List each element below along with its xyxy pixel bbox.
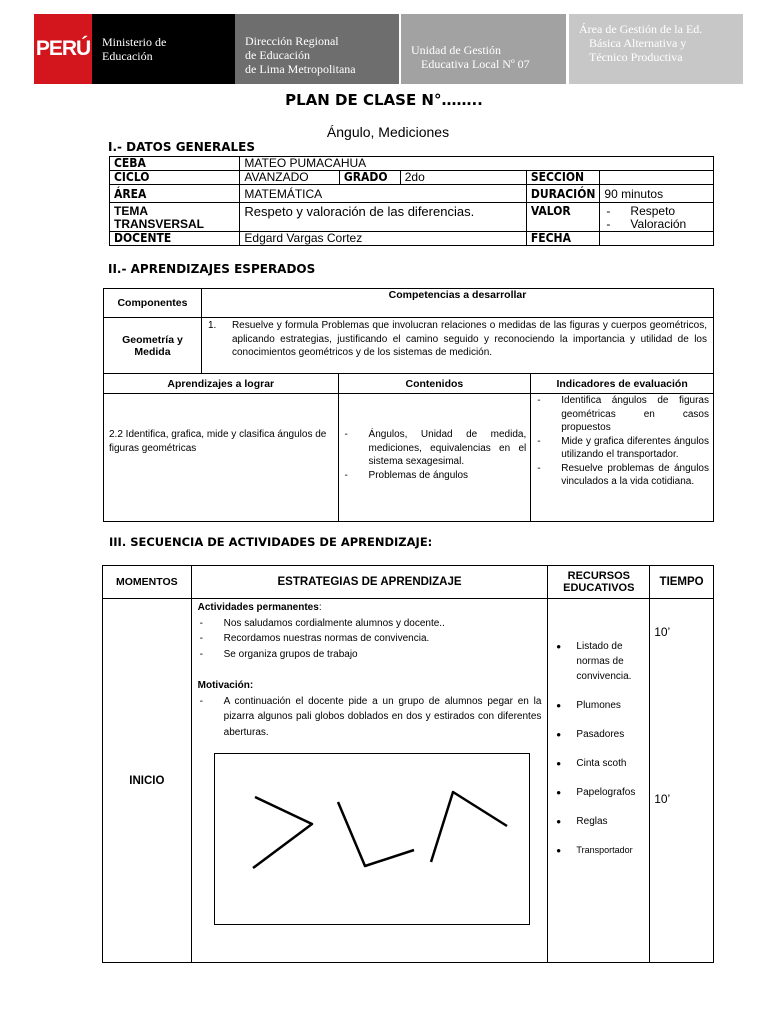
- tiempo-header: TIEMPO: [650, 566, 714, 599]
- recurso-item: • Papelografos: [552, 785, 645, 800]
- fecha-label: FECHA: [526, 232, 600, 246]
- actividad-item: - Recordamos nuestras normas de convivencia.: [198, 631, 542, 647]
- competencias-header: Competencias a desarrollar: [201, 289, 713, 318]
- page-title: PLAN DE CLASE N°……..: [285, 91, 483, 109]
- direccion-block: Dirección Regional de Educación de Lima Metropolitana: [235, 14, 399, 84]
- indicador-item: - Mide y grafica diferentes ángulos utilizando el transportador.: [535, 435, 709, 462]
- componentes-header: Componentes: [104, 289, 202, 318]
- contenidos-list: [338, 394, 531, 522]
- contenidos-header: Contenidos: [338, 374, 531, 394]
- ministerio-block: Ministerio de Educación: [92, 14, 235, 84]
- area-value: MATEMÁTICA: [240, 185, 526, 203]
- grado-label: GRADO: [339, 171, 400, 185]
- seccion-value: [600, 171, 714, 185]
- angles-drawing: [214, 753, 530, 925]
- secuencia-table: [102, 565, 714, 963]
- valor-label: VALOR: [526, 203, 600, 232]
- section-1-heading: I.- DATOS GENERALES: [108, 140, 256, 154]
- recurso-item: • Listado de normas de convivencia.: [552, 639, 645, 684]
- docente-value: Edgard Vargas Cortez: [240, 232, 526, 246]
- competencia-text: [201, 318, 713, 374]
- estrategias-header: ESTRATEGIAS DE APRENDIZAJE: [191, 566, 548, 599]
- recurso-item: • Reglas: [552, 814, 645, 829]
- section-3-heading: III. SECUENCIA DE ACTIVIDADES DE APRENDIZAJE:: [109, 535, 433, 549]
- ugel-block: Unidad de Gestión Educativa Local Nº 07: [401, 14, 566, 84]
- recursos-cell: [548, 599, 650, 963]
- area-gestion-block: Área de Gestión de la Ed. Básica Alternativa y Técnico Productiva: [569, 14, 743, 84]
- recurso-item: • Plumones: [552, 698, 645, 713]
- aprendizaje-value: 2.2 Identifica, grafica, mide y clasifica ángulos de figuras geométricas: [104, 394, 339, 522]
- fecha-value: [600, 232, 714, 246]
- contenido-item: - Problemas de ángulos: [343, 469, 527, 483]
- ciclo-label: CICLO: [110, 171, 240, 185]
- competencias-table: [103, 288, 714, 374]
- competencia-number: 1.: [207, 320, 217, 331]
- indicador-item: - Resuelve problemas de ángulos vinculados a la vida cotidiana.: [535, 462, 709, 489]
- seccion-label: SECCION: [526, 171, 600, 185]
- angle-1-figure: [253, 797, 312, 868]
- estrategias-cell: [191, 599, 548, 963]
- aprendizajes-table: [103, 373, 714, 522]
- tema-value: Respeto y valoración de las diferencias.: [240, 203, 526, 232]
- actividad-item: - Nos saludamos cordialmente alumnos y docente..: [198, 616, 542, 632]
- momentos-header: MOMENTOS: [103, 566, 192, 599]
- recurso-item: • Transportador: [552, 843, 645, 858]
- actividades-label: Actividades permanentes:: [197, 602, 322, 613]
- tiempo-value: 10’: [654, 792, 671, 806]
- indicadores-header: Indicadores de evaluación: [531, 374, 714, 394]
- angle-3-figure: [431, 792, 507, 862]
- indicadores-list: [531, 394, 714, 522]
- motivacion-label: Motivación:: [197, 680, 254, 691]
- ceba-value: MATEO PUMACAHUA: [240, 157, 714, 171]
- indicador-item: - Identifica ángulos de figuras geométricas en casos propuestos: [535, 394, 709, 435]
- duracion-value: 90 minutos: [600, 185, 714, 203]
- componente-value: Geometría y Medida: [104, 318, 202, 374]
- section-2-heading: II.- APRENDIZAJES ESPERADOS: [108, 262, 316, 276]
- motivacion-item: - A continuación el docente pide a un grupo de alumnos pegar en la pizarra algunos pali globos doblados en dos y estirados con diferentes aberturas.: [198, 694, 542, 741]
- tiempo-value: 10’: [654, 625, 671, 639]
- tiempo-cell: [650, 599, 714, 963]
- recurso-item: • Cinta scoth: [552, 756, 645, 771]
- datos-generales-table: [109, 156, 714, 246]
- ciclo-value: AVANZADO: [240, 171, 339, 185]
- valor-item: - Respeto: [604, 205, 709, 218]
- recursos-header: RECURSOS EDUCATIVOS: [548, 566, 650, 599]
- momento-inicio: INICIO: [103, 599, 192, 963]
- peru-logo: PERÚ: [34, 14, 92, 84]
- docente-label: DOCENTE: [110, 232, 240, 246]
- ceba-label: CEBA: [110, 157, 240, 171]
- aprendizajes-header: Aprendizajes a lograr: [104, 374, 339, 394]
- valor-item: - Valoración: [604, 218, 709, 231]
- actividad-item: - Se organiza grupos de trabajo: [198, 647, 542, 663]
- contenido-item: - Ángulos, Unidad de medida, mediciones, equivalencias en el sistema sexagesimal.: [343, 428, 527, 469]
- page-subtitle: Ángulo, Mediciones: [326, 124, 450, 140]
- grado-value: 2do: [400, 171, 526, 185]
- angle-2-figure: [338, 802, 414, 866]
- competencia-value: Resuelve y formula Problemas que involucran relaciones o medidas de las figuras y cuerpos geométricos, aplicando estrategias, justificando el camino seguido y reconociendo la importancia y utilidad de los conocimientos geométricos y de los sistemas de medición.: [231, 320, 707, 358]
- duracion-label: DURACIÓN: [526, 185, 600, 203]
- tema-label: TEMA TRANSVERSAL: [110, 203, 240, 232]
- area-label: ÁREA: [110, 185, 240, 203]
- valor-list: [600, 203, 714, 232]
- recurso-item: • Pasadores: [552, 727, 645, 742]
